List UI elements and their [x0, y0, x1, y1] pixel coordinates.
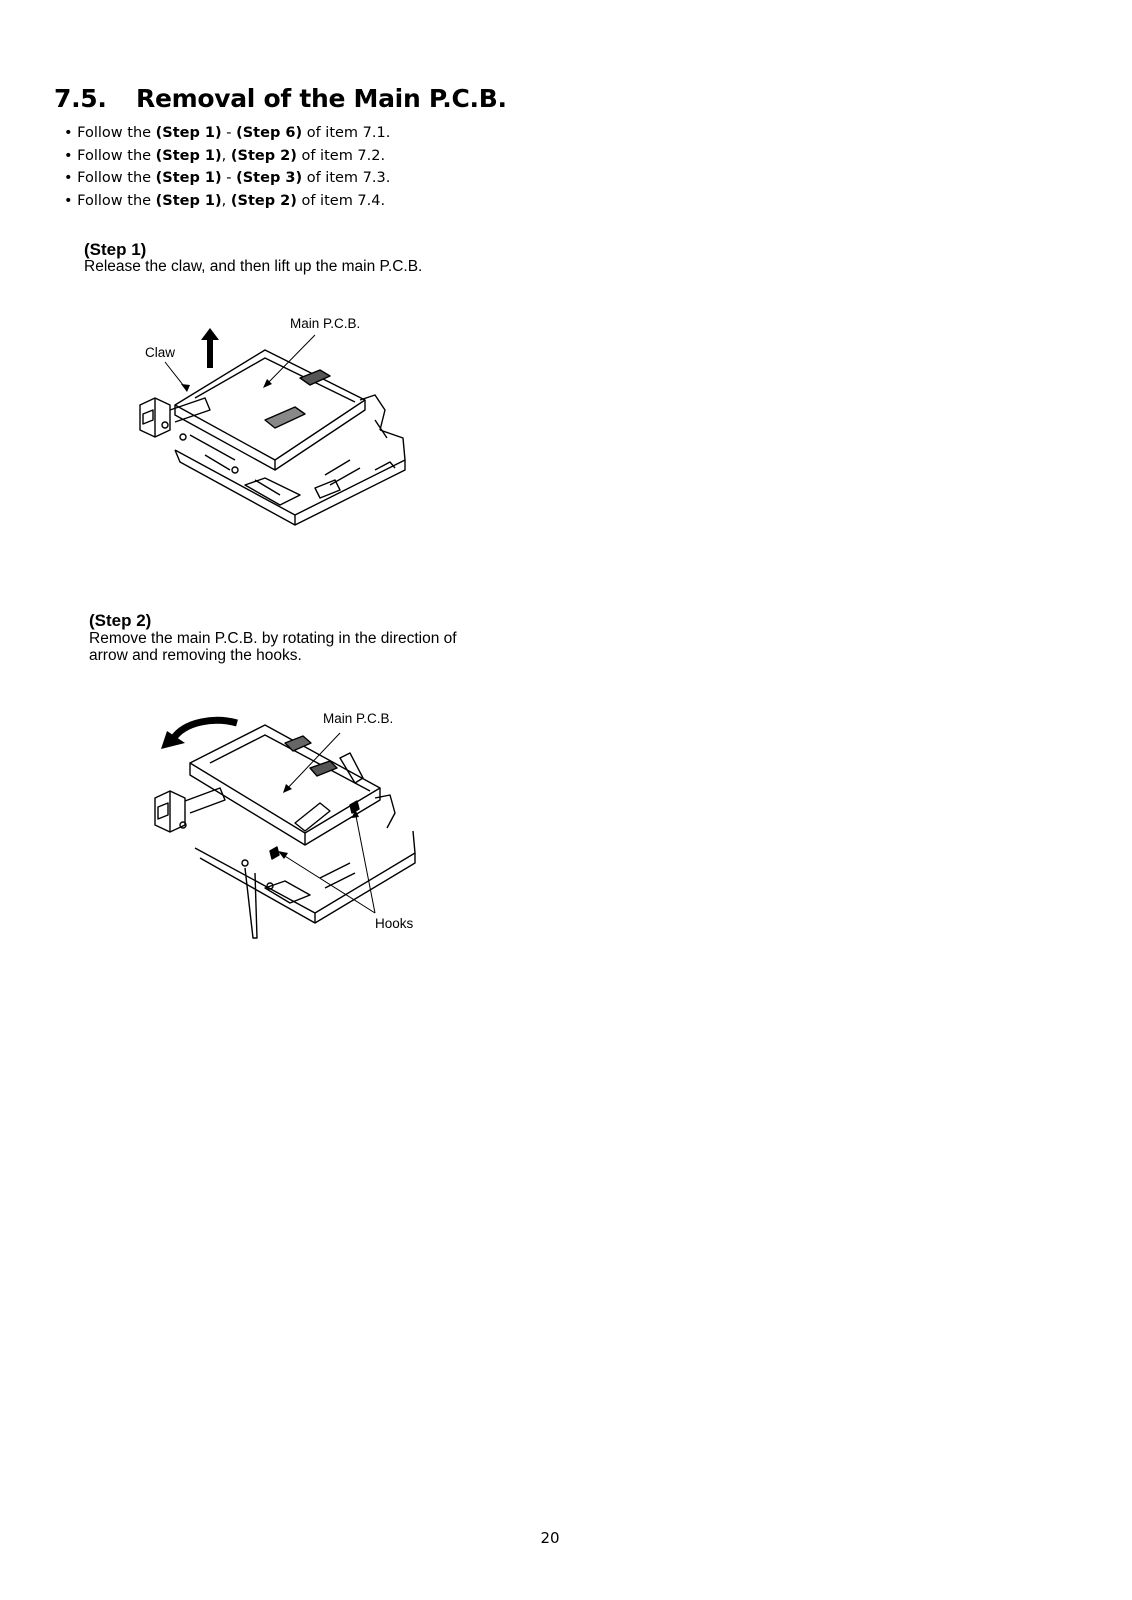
page-number: 20 — [540, 1529, 560, 1547]
section-number: 7.5. — [54, 84, 107, 113]
prerequisite-item: • Follow the (Step 1), (Step 2) of item 7.4. — [64, 193, 386, 210]
prerequisite-item: • Follow the (Step 1) - (Step 6) of item 7.1. — [64, 125, 391, 141]
step1-label-main-pcb: Main P.C.B. — [290, 316, 361, 331]
step2-label-hooks: Hooks — [375, 916, 414, 931]
section-heading — [54, 84, 507, 113]
prerequisite-list — [64, 122, 390, 213]
step1-figure — [135, 310, 420, 535]
step2-description: Remove the main P.C.B. by rotating in the direction of arrow and removing the hooks. — [89, 630, 457, 664]
step1-label-claw: Claw — [145, 345, 176, 360]
prerequisite-item: • Follow the (Step 1) - (Step 3) of item 7.3. — [64, 170, 391, 187]
step1-description: Release the claw, and then lift up the main P.C.B. — [84, 258, 423, 275]
section-title: Removal of the Main P.C.B. — [136, 84, 507, 113]
prerequisite-item: • Follow the (Step 1), (Step 2) of item 7.2. — [64, 147, 386, 164]
step2-title: (Step 2) — [89, 611, 152, 630]
step2-figure — [145, 703, 435, 948]
step1-title: (Step 1) — [84, 240, 147, 259]
step2-label-main-pcb: Main P.C.B. — [323, 711, 394, 726]
